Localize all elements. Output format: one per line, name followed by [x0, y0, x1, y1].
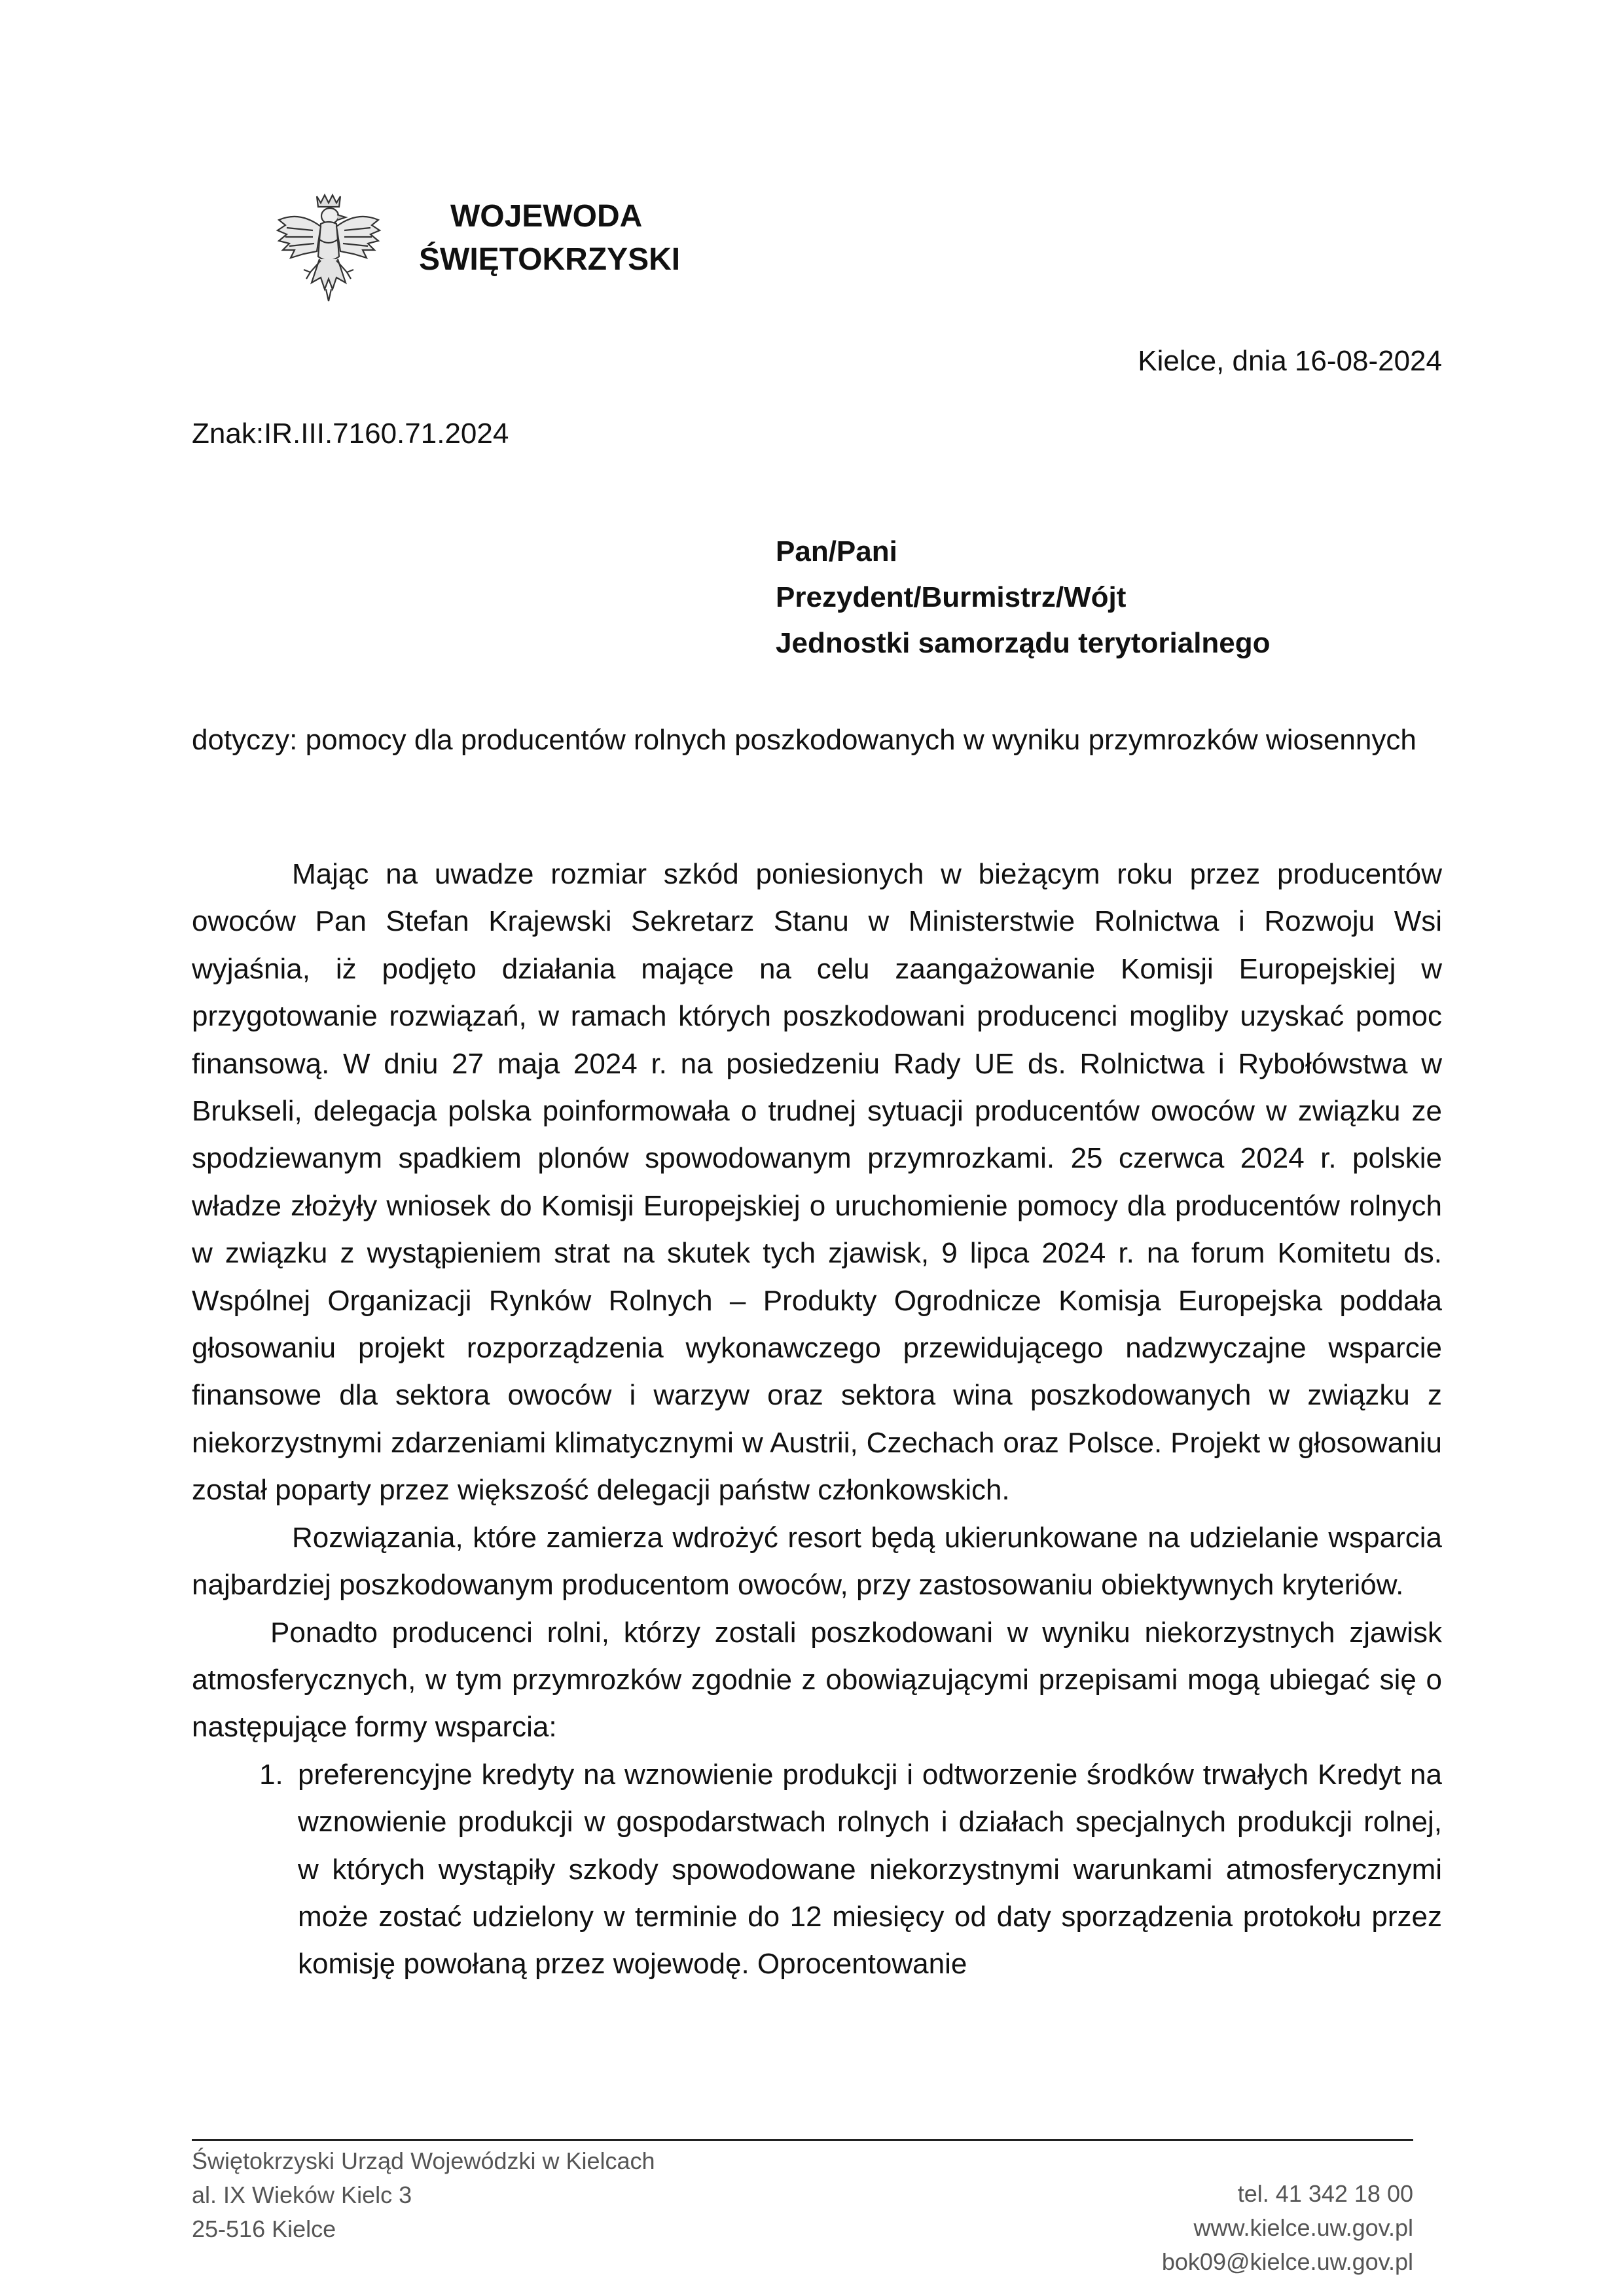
footer-email: bok09@kielce.uw.gov.pl	[1161, 2248, 1413, 2275]
footer-office: Świętokrzyski Urząd Wojewódzki w Kielcach	[192, 2147, 655, 2174]
footer-phone: tel. 41 342 18 00	[1237, 2180, 1413, 2207]
recipient-block	[776, 529, 1271, 666]
body-paragraph-2: Rozwiązania, które zamierza wdrożyć resort będą ukierunkowane na udzielanie wsparcia najbardziej poszkodowanym producentom owoców, przy zastosowaniu obiektywnych kryteriów.	[192, 1521, 1442, 1602]
body-paragraph-1: Mając na uwadze rozmiar szkód poniesionych w bieżącym roku przez producentów owoców Pan Stefan Krajewski Sekretarz Stanu w Ministerstwie Rolnictwa i Rozwoju Wsi wyjaśnia, iż podjęto działania mające na celu zaangażowanie Komisji Europejskiej w przygotowanie rozwiązań, w ramach których poszkodowani producenci mogliby uzyskać pomoc finansową. W dniu 27 maja 2024 r. na posiedzeniu Rady UE ds. Rolnictwa i Rybołówstwa w Brukseli, delegacja polska poinformowała o trudnej sytuacji producentów owoców w związku ze spodziewanym spadkiem plonów spowodowanym przymrozkami. 25 czerwca 2024 r. polskie władze złożyły wniosek do Komisji Europejskiej o uruchomienie pomocy dla producentów rolnych w związku z wystąpieniem strat na skutek tych zjawisk, 9 lipca 2024 r. na forum Komitetu ds. Wspólnej Organizacji Rynków Rolnych – Produkty Ogrodnicze Komisja Europejska poddała głosowaniu projekt rozporządzenia wykonawczego przewidującego nadzwyczajne wsparcie finansowe dla sektora owoców i warzyw oraz sektora wina poszkodowanych w związku z niekorzystnymi zdarzeniami klimatycznymi w Austrii, Czechach oraz Polsce. Projekt w głosowaniu został poparty przez większość delegacji państw członkowskich.	[192, 858, 1442, 1507]
footer-divider	[192, 2139, 1413, 2141]
subject-line: dotyczy: pomocy dla producentów rolnych poszkodowanych w wyniku przymrozków wiosennych	[192, 724, 1416, 756]
list-item: 1. preferencyjne kredyty na wznowienie produkcji i odtworzenie środków trwałych Kredyt na wznowienie produkcji w gospodarstwach rolnych i działach specjalnych produkcji rolnej, w których wystąpiły szkody spowodowane niekorzystnymi warunkami atmosferycznymi może zostać udzielony w terminie do 12 miesięcy od daty sporządzenia protokołu przez komisję powołaną przez wojewodę. Oprocentowanie	[291, 1751, 1442, 1988]
letter-date: Kielce, dnia 16-08-2024	[1138, 345, 1442, 377]
footer-contact	[1162, 2177, 1413, 2279]
recipient-line3: Jednostki samorządu terytorialnego	[776, 627, 1271, 659]
support-forms-list	[192, 1751, 1442, 1988]
footer-address	[192, 2144, 655, 2246]
body-paragraph-3: Ponadto producenci rolni, którzy zostali poszkodowani w wyniku niekorzystnych zjawisk atmosferycznych, w tym przymrozków zgodnie z obowiązującymi przepisami mogą ubiegać się o następujące formy wsparcia:	[192, 1616, 1442, 1744]
footer-street: al. IX Wieków Kielc 3	[192, 2181, 412, 2208]
polish-eagle-emblem-icon	[274, 191, 384, 306]
issuer-title	[419, 195, 680, 281]
issuer-title-line1: WOJEWODA	[450, 199, 643, 234]
recipient-line1: Pan/Pani	[776, 535, 897, 567]
issuer-title-line2: ŚWIĘTOKRZYSKI	[419, 242, 681, 277]
footer-website: www.kielce.uw.gov.pl	[1193, 2214, 1413, 2241]
recipient-line2: Prezydent/Burmistrz/Wójt	[776, 581, 1127, 613]
reference-number: Znak:IR.III.7160.71.2024	[192, 418, 509, 450]
footer-postal: 25-516 Kielce	[192, 2215, 336, 2242]
letter-body	[192, 851, 1442, 1988]
